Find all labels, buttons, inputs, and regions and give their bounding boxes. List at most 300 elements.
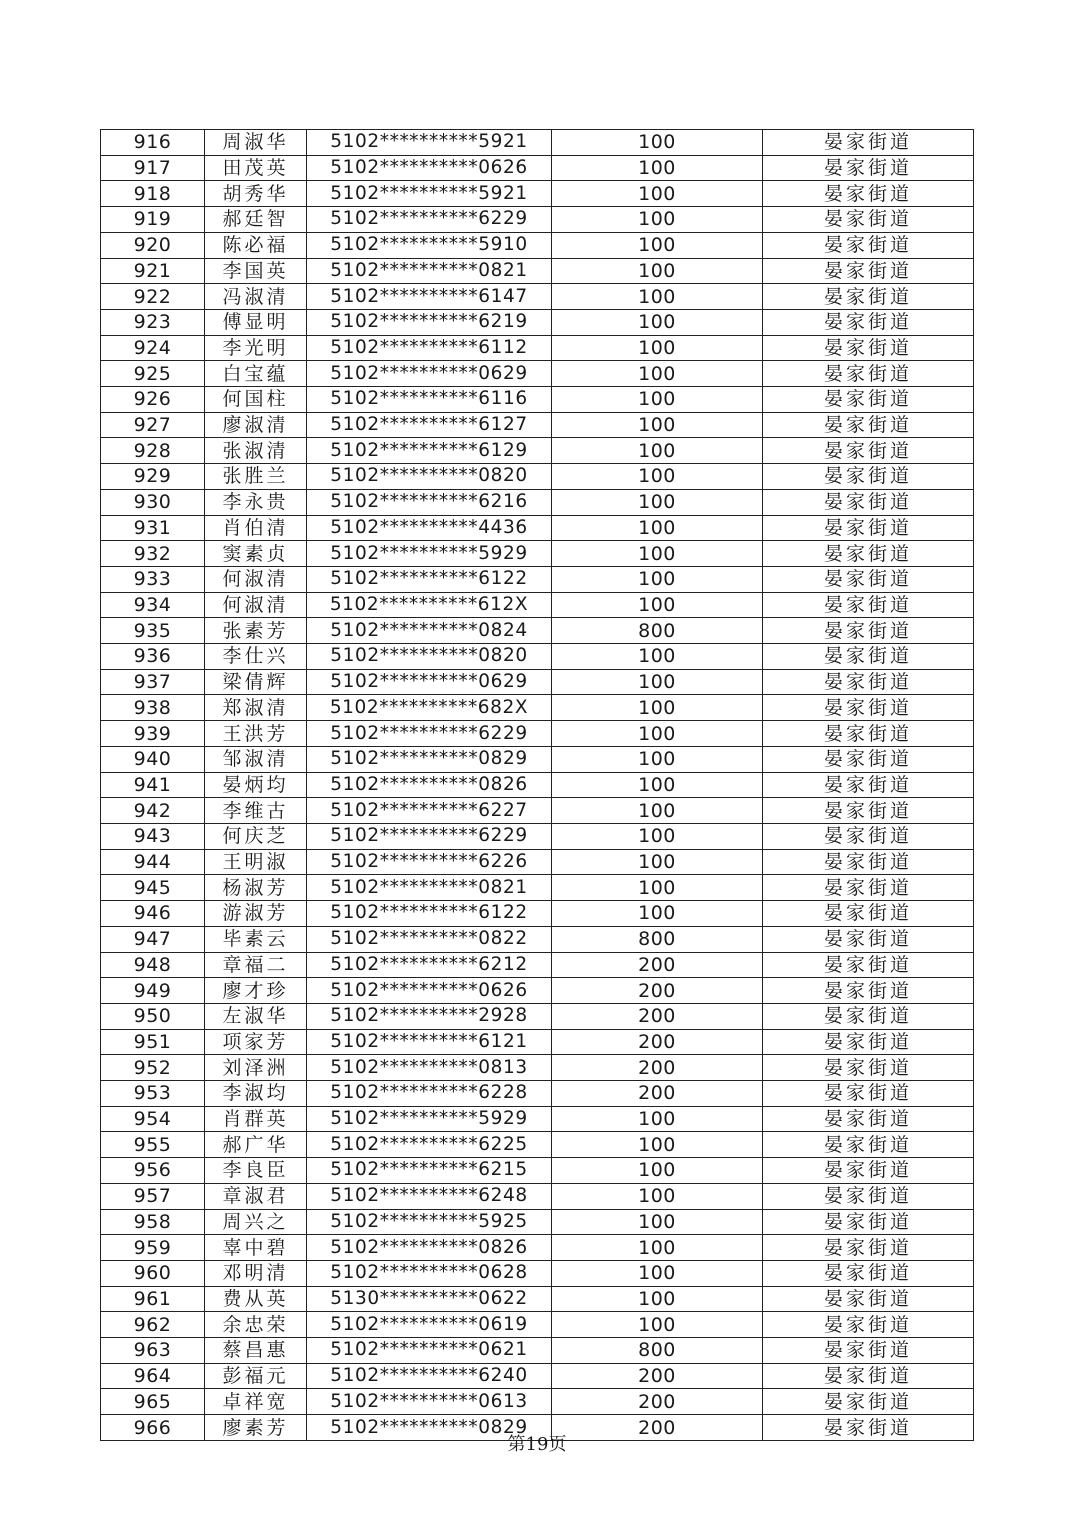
table-row xyxy=(101,412,974,438)
row-index-cell: 950 xyxy=(101,1003,205,1029)
name-cell: 郝廷智 xyxy=(205,207,307,233)
street-cell: 晏家街道 xyxy=(763,721,974,747)
id-number-cell: 5102**********0626 xyxy=(307,978,552,1004)
id-number-cell: 5102**********0629 xyxy=(307,669,552,695)
table-body xyxy=(101,130,974,1441)
id-number-cell: 5102**********6216 xyxy=(307,489,552,515)
street-cell: 晏家街道 xyxy=(763,849,974,875)
id-number-cell: 5102**********6112 xyxy=(307,335,552,361)
street-cell: 晏家街道 xyxy=(763,952,974,978)
table-row xyxy=(101,335,974,361)
id-number-cell: 5102**********6229 xyxy=(307,721,552,747)
amount-cell: 100 xyxy=(552,515,763,541)
street-cell: 晏家街道 xyxy=(763,1055,974,1081)
row-index-cell: 920 xyxy=(101,232,205,258)
id-number-cell: 5102**********6248 xyxy=(307,1183,552,1209)
amount-cell: 200 xyxy=(552,1003,763,1029)
name-cell: 辜中碧 xyxy=(205,1235,307,1261)
id-number-cell: 5102**********0820 xyxy=(307,644,552,670)
table-row xyxy=(101,181,974,207)
table-row xyxy=(101,926,974,952)
row-index-cell: 960 xyxy=(101,1260,205,1286)
amount-cell: 100 xyxy=(552,669,763,695)
row-index-cell: 945 xyxy=(101,875,205,901)
table-row xyxy=(101,207,974,233)
table-row xyxy=(101,1183,974,1209)
table-row xyxy=(101,1312,974,1338)
amount-cell: 100 xyxy=(552,1286,763,1312)
amount-cell: 100 xyxy=(552,721,763,747)
amount-cell: 800 xyxy=(552,618,763,644)
street-cell: 晏家街道 xyxy=(763,387,974,413)
street-cell: 晏家街道 xyxy=(763,901,974,927)
amount-cell: 200 xyxy=(552,1389,763,1415)
street-cell: 晏家街道 xyxy=(763,823,974,849)
row-index-cell: 926 xyxy=(101,387,205,413)
street-cell: 晏家街道 xyxy=(763,669,974,695)
amount-cell: 100 xyxy=(552,1235,763,1261)
street-cell: 晏家街道 xyxy=(763,155,974,181)
amount-cell: 200 xyxy=(552,1029,763,1055)
id-number-cell: 5130**********0622 xyxy=(307,1286,552,1312)
id-number-cell: 5102**********5921 xyxy=(307,130,552,156)
id-number-cell: 5102**********6228 xyxy=(307,1081,552,1107)
row-index-cell: 923 xyxy=(101,309,205,335)
name-cell: 张素芳 xyxy=(205,618,307,644)
name-cell: 刘泽洲 xyxy=(205,1055,307,1081)
name-cell: 肖伯清 xyxy=(205,515,307,541)
table-row xyxy=(101,1029,974,1055)
name-cell: 李淑均 xyxy=(205,1081,307,1107)
street-cell: 晏家街道 xyxy=(763,232,974,258)
table-row xyxy=(101,361,974,387)
row-index-cell: 922 xyxy=(101,284,205,310)
table-row xyxy=(101,1363,974,1389)
street-cell: 晏家街道 xyxy=(763,181,974,207)
amount-cell: 100 xyxy=(552,592,763,618)
id-number-cell: 5102**********6147 xyxy=(307,284,552,310)
table-row xyxy=(101,438,974,464)
table-row xyxy=(101,721,974,747)
row-index-cell: 965 xyxy=(101,1389,205,1415)
amount-cell: 100 xyxy=(552,1132,763,1158)
table-row xyxy=(101,669,974,695)
row-index-cell: 957 xyxy=(101,1183,205,1209)
amount-cell: 100 xyxy=(552,644,763,670)
row-index-cell: 932 xyxy=(101,541,205,567)
street-cell: 晏家街道 xyxy=(763,644,974,670)
table-row xyxy=(101,746,974,772)
row-index-cell: 925 xyxy=(101,361,205,387)
amount-cell: 800 xyxy=(552,926,763,952)
id-number-cell: 5102**********6127 xyxy=(307,412,552,438)
row-index-cell: 917 xyxy=(101,155,205,181)
name-cell: 李良臣 xyxy=(205,1158,307,1184)
amount-cell: 200 xyxy=(552,952,763,978)
id-number-cell: 5102**********6122 xyxy=(307,901,552,927)
street-cell: 晏家街道 xyxy=(763,412,974,438)
amount-cell: 100 xyxy=(552,1106,763,1132)
street-cell: 晏家街道 xyxy=(763,515,974,541)
name-cell: 廖才珍 xyxy=(205,978,307,1004)
name-cell: 李永贵 xyxy=(205,489,307,515)
row-index-cell: 942 xyxy=(101,798,205,824)
row-index-cell: 949 xyxy=(101,978,205,1004)
amount-cell: 200 xyxy=(552,1415,763,1441)
table-row xyxy=(101,1106,974,1132)
street-cell: 晏家街道 xyxy=(763,1312,974,1338)
street-cell: 晏家街道 xyxy=(763,1081,974,1107)
street-cell: 晏家街道 xyxy=(763,798,974,824)
name-cell: 窦素贞 xyxy=(205,541,307,567)
row-index-cell: 936 xyxy=(101,644,205,670)
id-number-cell: 5102**********0821 xyxy=(307,875,552,901)
id-number-cell: 5102**********6229 xyxy=(307,823,552,849)
name-cell: 何国柱 xyxy=(205,387,307,413)
table-row xyxy=(101,849,974,875)
row-index-cell: 959 xyxy=(101,1235,205,1261)
name-cell: 邹淑清 xyxy=(205,746,307,772)
id-number-cell: 5102**********0626 xyxy=(307,155,552,181)
row-index-cell: 963 xyxy=(101,1338,205,1364)
amount-cell: 100 xyxy=(552,207,763,233)
id-number-cell: 5102**********0619 xyxy=(307,1312,552,1338)
name-cell: 彭福元 xyxy=(205,1363,307,1389)
table-row xyxy=(101,1003,974,1029)
amount-cell: 100 xyxy=(552,746,763,772)
street-cell: 晏家街道 xyxy=(763,1286,974,1312)
name-cell: 李国英 xyxy=(205,258,307,284)
table-row xyxy=(101,1081,974,1107)
id-number-cell: 5102**********0813 xyxy=(307,1055,552,1081)
row-index-cell: 955 xyxy=(101,1132,205,1158)
street-cell: 晏家街道 xyxy=(763,361,974,387)
name-cell: 郝广华 xyxy=(205,1132,307,1158)
amount-cell: 100 xyxy=(552,1260,763,1286)
street-cell: 晏家街道 xyxy=(763,1363,974,1389)
street-cell: 晏家街道 xyxy=(763,1235,974,1261)
id-number-cell: 5102**********612X xyxy=(307,592,552,618)
street-cell: 晏家街道 xyxy=(763,284,974,310)
id-number-cell: 5102**********0826 xyxy=(307,1235,552,1261)
id-number-cell: 5102**********0826 xyxy=(307,772,552,798)
id-number-cell: 5102**********4436 xyxy=(307,515,552,541)
name-cell: 郑淑清 xyxy=(205,695,307,721)
amount-cell: 100 xyxy=(552,1209,763,1235)
amount-cell: 200 xyxy=(552,1363,763,1389)
amount-cell: 100 xyxy=(552,901,763,927)
amount-cell: 100 xyxy=(552,335,763,361)
table-row xyxy=(101,489,974,515)
id-number-cell: 5102**********5921 xyxy=(307,181,552,207)
id-number-cell: 5102**********0621 xyxy=(307,1338,552,1364)
row-index-cell: 933 xyxy=(101,566,205,592)
street-cell: 晏家街道 xyxy=(763,309,974,335)
table-row xyxy=(101,823,974,849)
row-index-cell: 947 xyxy=(101,926,205,952)
name-cell: 项家芳 xyxy=(205,1029,307,1055)
row-index-cell: 948 xyxy=(101,952,205,978)
name-cell: 费从英 xyxy=(205,1286,307,1312)
id-number-cell: 5102**********6121 xyxy=(307,1029,552,1055)
name-cell: 邓明清 xyxy=(205,1260,307,1286)
table-row xyxy=(101,515,974,541)
table-row xyxy=(101,387,974,413)
id-number-cell: 5102**********0628 xyxy=(307,1260,552,1286)
name-cell: 何庆芝 xyxy=(205,823,307,849)
amount-cell: 100 xyxy=(552,181,763,207)
name-cell: 白宝蕴 xyxy=(205,361,307,387)
street-cell: 晏家街道 xyxy=(763,1183,974,1209)
row-index-cell: 927 xyxy=(101,412,205,438)
table-row xyxy=(101,952,974,978)
table-row xyxy=(101,1338,974,1364)
name-cell: 肖群英 xyxy=(205,1106,307,1132)
table-row xyxy=(101,644,974,670)
amount-cell: 100 xyxy=(552,798,763,824)
table-row xyxy=(101,772,974,798)
amount-cell: 100 xyxy=(552,695,763,721)
street-cell: 晏家街道 xyxy=(763,1389,974,1415)
name-cell: 何淑清 xyxy=(205,592,307,618)
name-cell: 周兴之 xyxy=(205,1209,307,1235)
amount-cell: 100 xyxy=(552,464,763,490)
name-cell: 张淑清 xyxy=(205,438,307,464)
table-row xyxy=(101,1158,974,1184)
table-row xyxy=(101,592,974,618)
id-number-cell: 5102**********6240 xyxy=(307,1363,552,1389)
table-row xyxy=(101,155,974,181)
amount-cell: 100 xyxy=(552,284,763,310)
street-cell: 晏家街道 xyxy=(763,926,974,952)
row-index-cell: 928 xyxy=(101,438,205,464)
name-cell: 廖素芳 xyxy=(205,1415,307,1441)
street-cell: 晏家街道 xyxy=(763,772,974,798)
name-cell: 章淑君 xyxy=(205,1183,307,1209)
row-index-cell: 935 xyxy=(101,618,205,644)
name-cell: 李光明 xyxy=(205,335,307,361)
street-cell: 晏家街道 xyxy=(763,746,974,772)
amount-cell: 100 xyxy=(552,155,763,181)
amount-cell: 100 xyxy=(552,849,763,875)
id-number-cell: 5102**********6219 xyxy=(307,309,552,335)
street-cell: 晏家街道 xyxy=(763,978,974,1004)
row-index-cell: 924 xyxy=(101,335,205,361)
id-number-cell: 5102**********6227 xyxy=(307,798,552,824)
row-index-cell: 946 xyxy=(101,901,205,927)
id-number-cell: 5102**********2928 xyxy=(307,1003,552,1029)
table-row xyxy=(101,1286,974,1312)
table-row xyxy=(101,798,974,824)
id-number-cell: 5102**********0820 xyxy=(307,464,552,490)
table-row xyxy=(101,464,974,490)
id-number-cell: 5102**********0629 xyxy=(307,361,552,387)
amount-cell: 100 xyxy=(552,438,763,464)
name-cell: 卓祥宽 xyxy=(205,1389,307,1415)
row-index-cell: 956 xyxy=(101,1158,205,1184)
row-index-cell: 919 xyxy=(101,207,205,233)
name-cell: 游淑芳 xyxy=(205,901,307,927)
table-row xyxy=(101,978,974,1004)
row-index-cell: 934 xyxy=(101,592,205,618)
table-row xyxy=(101,130,974,156)
amount-cell: 100 xyxy=(552,489,763,515)
amount-cell: 200 xyxy=(552,1081,763,1107)
id-number-cell: 5102**********0822 xyxy=(307,926,552,952)
street-cell: 晏家街道 xyxy=(763,464,974,490)
row-index-cell: 952 xyxy=(101,1055,205,1081)
id-number-cell: 5102**********682X xyxy=(307,695,552,721)
table-row xyxy=(101,566,974,592)
table-row xyxy=(101,1389,974,1415)
amount-cell: 100 xyxy=(552,541,763,567)
name-cell: 李仕兴 xyxy=(205,644,307,670)
name-cell: 胡秀华 xyxy=(205,181,307,207)
table-row xyxy=(101,258,974,284)
street-cell: 晏家街道 xyxy=(763,489,974,515)
name-cell: 陈必福 xyxy=(205,232,307,258)
name-cell: 章福二 xyxy=(205,952,307,978)
id-number-cell: 5102**********6225 xyxy=(307,1132,552,1158)
table-row xyxy=(101,1260,974,1286)
name-cell: 廖淑清 xyxy=(205,412,307,438)
street-cell: 晏家街道 xyxy=(763,1003,974,1029)
row-index-cell: 930 xyxy=(101,489,205,515)
street-cell: 晏家街道 xyxy=(763,438,974,464)
amount-cell: 200 xyxy=(552,1055,763,1081)
name-cell: 梁倩辉 xyxy=(205,669,307,695)
amount-cell: 100 xyxy=(552,387,763,413)
id-number-cell: 5102**********5929 xyxy=(307,1106,552,1132)
table-row xyxy=(101,875,974,901)
street-cell: 晏家街道 xyxy=(763,592,974,618)
amount-cell: 100 xyxy=(552,1312,763,1338)
street-cell: 晏家街道 xyxy=(763,695,974,721)
name-cell: 蔡昌惠 xyxy=(205,1338,307,1364)
id-number-cell: 5102**********5910 xyxy=(307,232,552,258)
street-cell: 晏家街道 xyxy=(763,566,974,592)
row-index-cell: 964 xyxy=(101,1363,205,1389)
street-cell: 晏家街道 xyxy=(763,1338,974,1364)
table-row xyxy=(101,541,974,567)
recipient-table xyxy=(100,129,974,1441)
row-index-cell: 951 xyxy=(101,1029,205,1055)
amount-cell: 100 xyxy=(552,772,763,798)
name-cell: 左淑华 xyxy=(205,1003,307,1029)
id-number-cell: 5102**********0829 xyxy=(307,1415,552,1441)
id-number-cell: 5102**********6226 xyxy=(307,849,552,875)
row-index-cell: 918 xyxy=(101,181,205,207)
table-row xyxy=(101,695,974,721)
table-row xyxy=(101,618,974,644)
id-number-cell: 5102**********0613 xyxy=(307,1389,552,1415)
name-cell: 周淑华 xyxy=(205,130,307,156)
street-cell: 晏家街道 xyxy=(763,130,974,156)
id-number-cell: 5102**********6215 xyxy=(307,1158,552,1184)
amount-cell: 800 xyxy=(552,1338,763,1364)
street-cell: 晏家街道 xyxy=(763,541,974,567)
amount-cell: 100 xyxy=(552,130,763,156)
name-cell: 晏炳均 xyxy=(205,772,307,798)
row-index-cell: 954 xyxy=(101,1106,205,1132)
row-index-cell: 941 xyxy=(101,772,205,798)
row-index-cell: 943 xyxy=(101,823,205,849)
table-row xyxy=(101,309,974,335)
row-index-cell: 966 xyxy=(101,1415,205,1441)
street-cell: 晏家街道 xyxy=(763,258,974,284)
name-cell: 余忠荣 xyxy=(205,1312,307,1338)
street-cell: 晏家街道 xyxy=(763,1106,974,1132)
street-cell: 晏家街道 xyxy=(763,1132,974,1158)
amount-cell: 100 xyxy=(552,823,763,849)
amount-cell: 100 xyxy=(552,232,763,258)
id-number-cell: 5102**********6212 xyxy=(307,952,552,978)
table-row xyxy=(101,284,974,310)
street-cell: 晏家街道 xyxy=(763,1158,974,1184)
id-number-cell: 5102**********5925 xyxy=(307,1209,552,1235)
id-number-cell: 5102**********6229 xyxy=(307,207,552,233)
row-index-cell: 937 xyxy=(101,669,205,695)
name-cell: 何淑清 xyxy=(205,566,307,592)
id-number-cell: 5102**********0821 xyxy=(307,258,552,284)
amount-cell: 100 xyxy=(552,361,763,387)
street-cell: 晏家街道 xyxy=(763,207,974,233)
id-number-cell: 5102**********6122 xyxy=(307,566,552,592)
amount-cell: 100 xyxy=(552,1183,763,1209)
row-index-cell: 938 xyxy=(101,695,205,721)
row-index-cell: 940 xyxy=(101,746,205,772)
name-cell: 冯淑清 xyxy=(205,284,307,310)
row-index-cell: 961 xyxy=(101,1286,205,1312)
street-cell: 晏家街道 xyxy=(763,1415,974,1441)
amount-cell: 100 xyxy=(552,412,763,438)
table-row xyxy=(101,1235,974,1261)
amount-cell: 200 xyxy=(552,978,763,1004)
id-number-cell: 5102**********0824 xyxy=(307,618,552,644)
page-number: 第19页 xyxy=(507,1434,567,1455)
row-index-cell: 958 xyxy=(101,1209,205,1235)
name-cell: 傅显明 xyxy=(205,309,307,335)
amount-cell: 100 xyxy=(552,566,763,592)
name-cell: 王明淑 xyxy=(205,849,307,875)
id-number-cell: 5102**********5929 xyxy=(307,541,552,567)
id-number-cell: 5102**********0829 xyxy=(307,746,552,772)
street-cell: 晏家街道 xyxy=(763,1209,974,1235)
amount-cell: 100 xyxy=(552,258,763,284)
table-row xyxy=(101,1055,974,1081)
row-index-cell: 931 xyxy=(101,515,205,541)
row-index-cell: 944 xyxy=(101,849,205,875)
row-index-cell: 921 xyxy=(101,258,205,284)
row-index-cell: 953 xyxy=(101,1081,205,1107)
name-cell: 毕素云 xyxy=(205,926,307,952)
row-index-cell: 962 xyxy=(101,1312,205,1338)
row-index-cell: 939 xyxy=(101,721,205,747)
name-cell: 王洪芳 xyxy=(205,721,307,747)
row-index-cell: 916 xyxy=(101,130,205,156)
name-cell: 李维古 xyxy=(205,798,307,824)
street-cell: 晏家街道 xyxy=(763,875,974,901)
amount-cell: 100 xyxy=(552,309,763,335)
row-index-cell: 929 xyxy=(101,464,205,490)
id-number-cell: 5102**********6129 xyxy=(307,438,552,464)
table-row xyxy=(101,232,974,258)
street-cell: 晏家街道 xyxy=(763,1029,974,1055)
street-cell: 晏家街道 xyxy=(763,618,974,644)
table-row xyxy=(101,1209,974,1235)
table-row xyxy=(101,901,974,927)
id-number-cell: 5102**********6116 xyxy=(307,387,552,413)
